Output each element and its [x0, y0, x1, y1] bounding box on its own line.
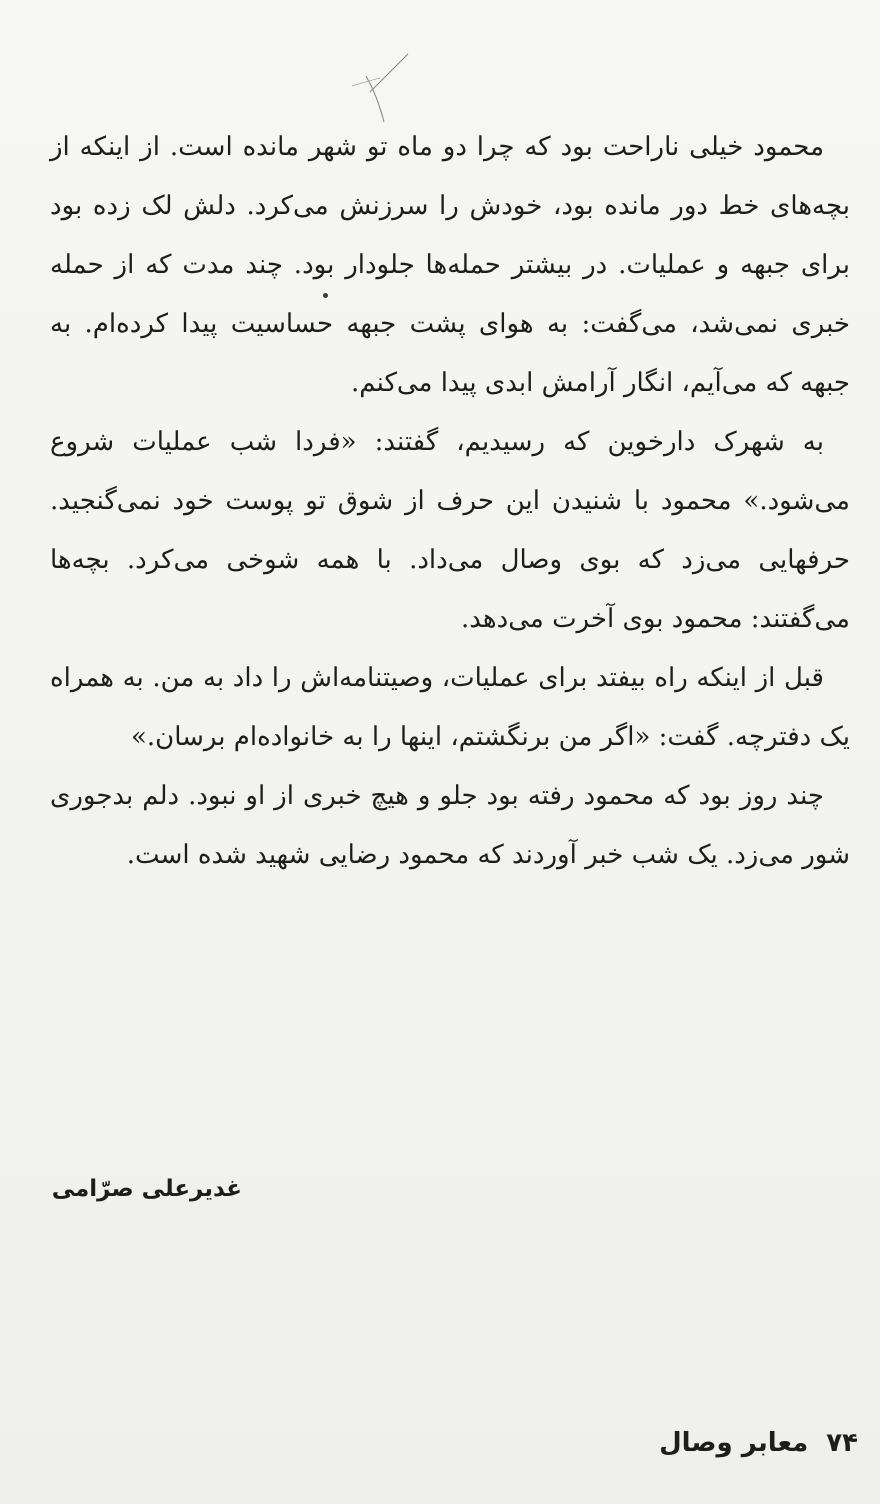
pen-scribble-mark — [350, 50, 420, 125]
paragraph-3: قبل از اینکه راه بیفتد برای عملیات، وصیتنامه‌اش را داد به من. به همراه یک دفترچه. گفت: «اگر من برنگشتم، اینها را به خانواده‌ام برسان.» — [50, 663, 850, 752]
paragraph-2: به شهرک دارخوین که رسیدیم، گفتند: «فردا شب عملیات شروع می‌شود.» محمود با شنیدن این حرف از شوق تو پوست خود نمی‌گنجید. حرفهایی می‌زد که بوی وصال می‌داد. با همه شوخی می‌کرد. بچه‌ها می‌گفتند: محمود بوی آخرت می‌دهد. — [50, 427, 850, 634]
paragraph-1: محمود خیلی ناراحت بود که چرا دو ماه تو شهر مانده است. از اینکه از بچه‌های خط دور مانده بود، خودش را سرزنش می‌کرد. دلش لک زده بود برای جبهه و عملیات. در بیشتر حمله‌ها جلودار بود. چند مدت که از حمله خبری نمی‌شد، می‌گفت: به هوای پشت جبهه حساسیت پیدا کرده‌ام. به جبهه که می‌آیم، انگار آرامش ابدی پیدا می‌کنم. — [50, 132, 850, 398]
page-number: ۷۴ — [826, 1428, 858, 1458]
ink-speck — [323, 293, 328, 298]
story-text — [50, 118, 850, 885]
author-signature: غدیرعلی صرّامی — [51, 1176, 242, 1202]
paragraph-4: چند روز بود که محمود رفته بود جلو و هیچ خبری از او نبود. دلم بدجوری شور می‌زد. یک شب خبر آوردند که محمود رضایی شهید شده است. — [50, 781, 850, 870]
book-title: معابر وصال — [659, 1428, 809, 1458]
page-footer — [659, 1428, 858, 1458]
